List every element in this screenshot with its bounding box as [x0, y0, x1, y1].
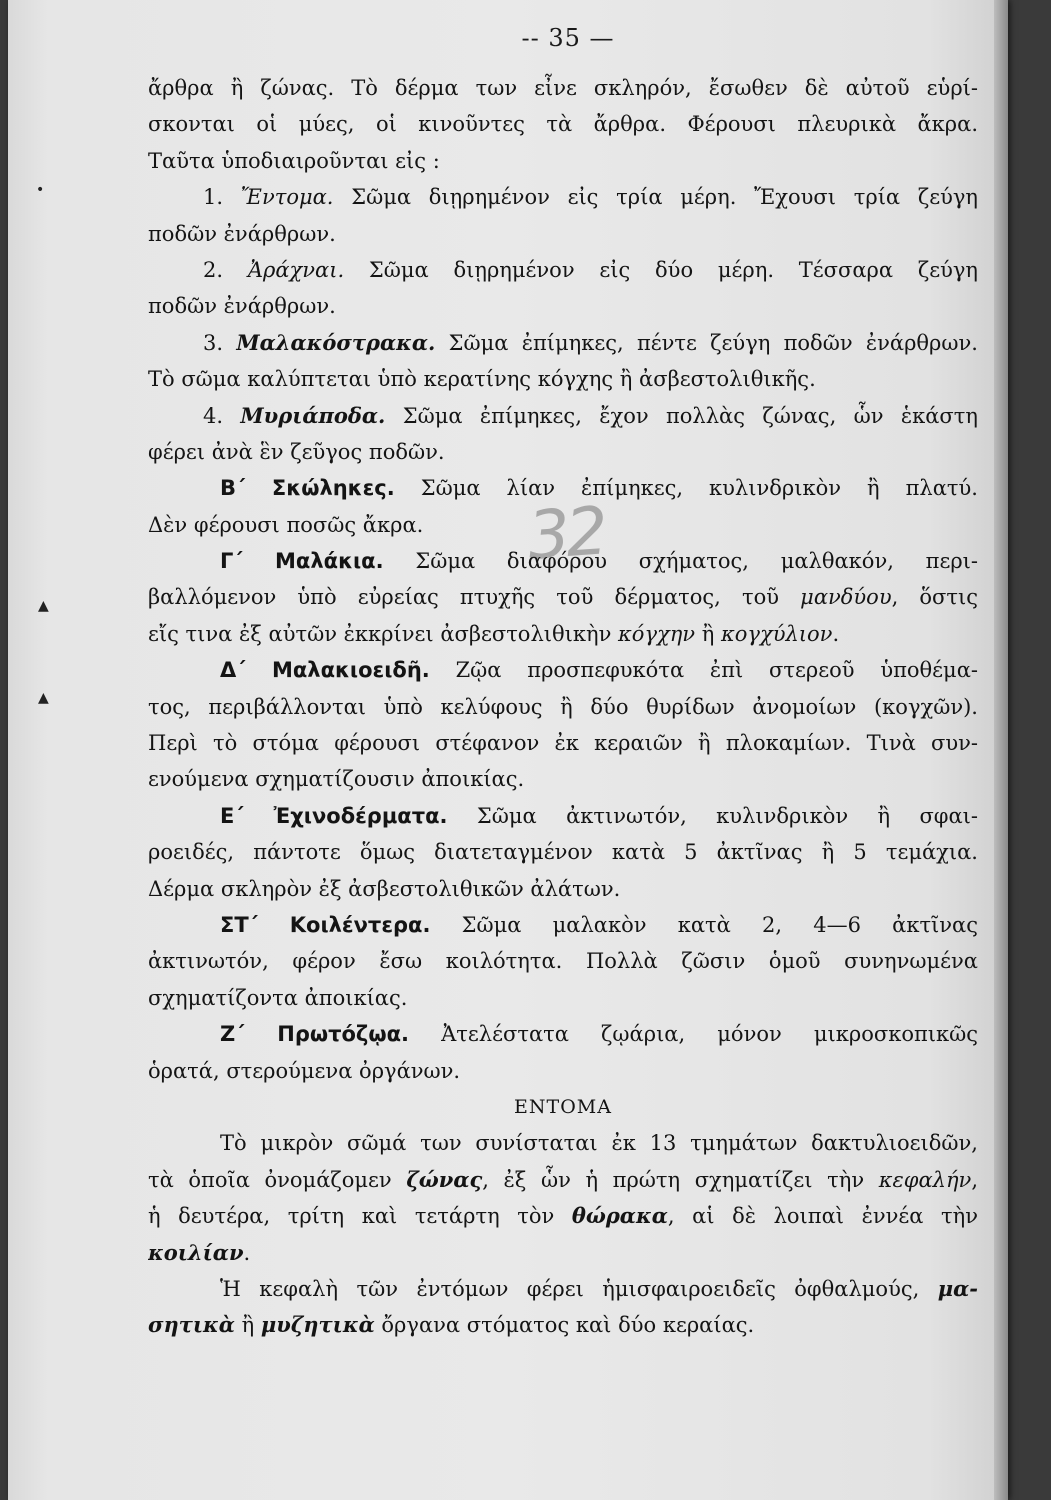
text-line: βαλλόμενον ὑπὸ εὐρείας πτυχῆς τοῦ δέρματος, τοῦ μανδύου, ὅστις — [148, 585, 978, 610]
text-line: Ἡ κεφαλὴ τῶν ἐντόμων φέρει ἡμισφαιροειδεῖς ὀφθαλμούς, μα- — [220, 1275, 978, 1301]
handwritten-note: 32 — [525, 492, 607, 575]
class-heading: Β΄ Σκώληκες. — [220, 476, 395, 501]
text-line: ὁρατά, στερούμενα ὀργάνων. — [148, 1058, 461, 1083]
class-heading-line: Ε΄ Ἐχινοδέρματα. Σῶμα ἀκτινωτόν, κυλινδρικὸν ἢ σφαι- — [220, 803, 978, 828]
class-heading: Δ΄ Μαλακιοειδῆ. — [220, 658, 430, 683]
class-heading-line: Ζ΄ Πρωτόζῳα. Ἀτελέστατα ζῳάρια, μόνον μικροσκοπικῶς — [220, 1022, 978, 1047]
text-line: ροειδές, πάντοτε ὅμως διατεταγμένον κατὰ 5 ἀκτῖνας ἢ 5 τεμάχια. — [148, 840, 978, 865]
list-item: 4. Μυριάποδα. Σῶμα ἐπίμηκες, ἔχον πολλὰς ζώνας, ὧν ἑκάστη — [203, 402, 978, 428]
text-line: κοιλίαν. — [148, 1239, 251, 1265]
taxon-term: Μυριάποδα. — [240, 402, 386, 428]
list-item: 2. Ἀράχναι. Σῶμα διῃρημένον εἰς δύο μέρη. Τέσσαρα ζεύγη — [203, 257, 978, 282]
text-line: φέρει ἀνὰ ἓν ζεῦγος ποδῶν. — [148, 439, 445, 464]
text-line: ἄρθρα ἢ ζώνας. Τὸ δέρμα των εἶνε σκληρόν, ἔσωθεν δὲ αὐτοῦ εὑρί- — [148, 76, 978, 100]
margin-mark: ▲ — [38, 690, 49, 706]
book-page — [8, 0, 1008, 1500]
class-heading: Γ΄ Μαλάκια. — [220, 549, 384, 574]
taxon-term: Ἔντομα. — [240, 185, 334, 210]
page-number: -- 35 — — [521, 24, 615, 52]
text-line: Ταῦτα ὑποδιαιροῦνται εἰς : — [148, 148, 440, 173]
text-line: Δὲν φέρουσι ποσῶς ἄκρα. — [148, 512, 424, 537]
body-text — [148, 70, 978, 1344]
text-line: σχηματίζοντα ἀποικίας. — [148, 985, 408, 1010]
text-line: σκονται οἱ μύες, οἱ κινοῦντες τὰ ἄρθρα. Φέρουσι πλευρικὰ ἄκρα. — [148, 112, 978, 137]
list-item: 1. Ἔντομα. Σῶμα διῃρημένον εἰς τρία μέρη. Ἔχουσι τρία ζεύγη — [203, 185, 978, 210]
margin-mark: ▲ — [38, 598, 49, 614]
class-heading: Ε΄ Ἐχινοδέρματα. — [220, 803, 448, 828]
section-heading: ΕΝΤΟΜΑ — [514, 1095, 612, 1118]
margin-mark: • — [36, 182, 45, 198]
text-line: Περὶ τὸ στόμα φέρουσι στέφανον ἐκ κεραιῶν ἢ πλοκαμίων. Τινὰ συν- — [148, 731, 978, 756]
list-item: 3. Μαλακόστρακα. Σῶμα ἐπίμηκες, πέντε ζεύγη ποδῶν ἐνάρθρων. — [203, 329, 978, 355]
text-line: Τὸ μικρὸν σῶμά των συνίσταται ἐκ 13 τμημάτων δακτυλιοειδῶν, — [220, 1131, 978, 1156]
text-line: Τὸ σῶμα καλύπτεται ὑπὸ κερατίνης κόγχης ἢ ἀσβεστολιθικῆς. — [148, 367, 816, 392]
taxon-term: Ἀράχναι. — [247, 257, 345, 282]
class-heading: Ζ΄ Πρωτόζῳα. — [220, 1022, 410, 1047]
taxon-term: Μαλακόστρακα. — [236, 329, 436, 355]
text-line: τος, περιβάλλονται ὑπὸ κελύφους ἢ δύο θυρίδων ἀνομοίων (κογχῶν). — [148, 694, 978, 719]
class-heading-line: Δ΄ Μαλακιοειδῆ. Ζῷα προσπεφυκότα ἐπὶ στερεοῦ ὑποθέμα- — [220, 658, 978, 683]
text-line: ἀκτινωτόν, φέρον ἔσω κοιλότητα. Πολλὰ ζῶσιν ὁμοῦ συνηνωμένα — [148, 949, 978, 974]
text-line: σητικὰ ἢ μυζητικὰ ὄργανα στόματος καὶ δύο κεραίας. — [148, 1312, 755, 1338]
book-spine — [994, 0, 1008, 1500]
class-heading-line: Γ΄ Μαλάκια. Σῶμα διαφόρου σχήματος, μαλθακόν, περι- — [220, 549, 978, 574]
text-line: τὰ ὁποῖα ὀνομάζομεν ζώνας, ἐξ ὧν ἡ πρώτη σχηματίζει τὴν κεφαλήν, — [148, 1166, 978, 1192]
class-heading: ΣΤ΄ Κοιλέντερα. — [220, 912, 431, 937]
text-line: ἡ δευτέρα, τρίτη καὶ τετάρτη τὸν θώρακα, αἱ δὲ λοιπαὶ ἐννέα τὴν — [148, 1203, 978, 1229]
class-heading-line: ΣΤ΄ Κοιλέντερα. Σῶμα μαλακὸν κατὰ 2, 4—6 ἀκτῖνας — [220, 912, 978, 937]
text-line: ποδῶν ἐνάρθρων. — [148, 221, 336, 246]
text-line: εἴς τινα ἐξ αὐτῶν ἐκκρίνει ἀσβεστολιθικὴν κόγχην ἢ κογχύλιον. — [148, 621, 840, 646]
text-line: ποδῶν ἐνάρθρων. — [148, 294, 336, 319]
text-line: Δέρμα σκληρὸν ἐξ ἀσβεστολιθικῶν ἀλάτων. — [148, 876, 621, 901]
text-line: ενούμενα σχηματίζουσιν ἀποικίας. — [148, 767, 525, 792]
class-heading-line: Β΄ Σκώληκες. Σῶμα λίαν ἐπίμηκες, κυλινδρικὸν ἢ πλατύ. — [220, 476, 978, 501]
